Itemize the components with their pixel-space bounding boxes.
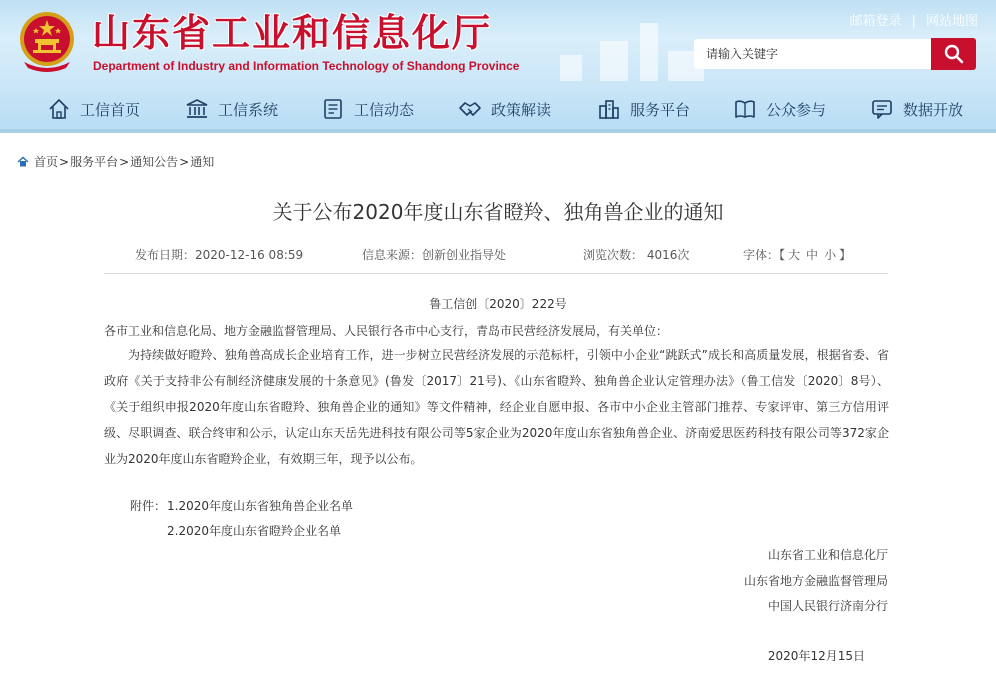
skyline-decoration (560, 55, 582, 81)
nav-item-label: 公众参与 (766, 100, 827, 119)
breadcrumb-service[interactable]: 服务平台 (70, 155, 119, 169)
signatory: 山东省工业和信息化厅 (767, 548, 888, 562)
nav-item-policy[interactable] (458, 94, 551, 124)
breadcrumb (17, 153, 214, 170)
skyline-decoration (640, 23, 658, 81)
search-icon (944, 44, 964, 64)
site-title-english: Department of Industry and Information Technology of Shandong Province (93, 59, 520, 73)
nav-item-public[interactable] (733, 94, 826, 124)
breadcrumb-separator: > (119, 154, 130, 169)
breadcrumb-home[interactable]: 首页 (34, 155, 59, 169)
breadcrumb-separator: > (59, 154, 70, 169)
message-icon (870, 97, 894, 121)
national-emblem-icon (14, 8, 80, 74)
book-icon (733, 97, 757, 121)
addressee: 各市工业和信息化局、地方金融监督管理局、人民银行各市中心支行，青岛市民营经济发展局，有关单位： (104, 324, 669, 338)
home-icon (47, 97, 71, 121)
font-bracket-close: 】 (839, 248, 852, 262)
nav-item-label: 政策解读 (491, 100, 552, 119)
skyline-decoration (600, 41, 628, 81)
main-nav (0, 90, 996, 128)
document-number: 鲁工信创〔2020〕222号 (429, 297, 567, 311)
building-icon (597, 97, 621, 121)
top-links (850, 10, 978, 29)
nav-item-data[interactable] (870, 94, 963, 124)
publish-date: 发布日期：2020-12-16 08:59 (135, 248, 304, 262)
font-bracket-open: 【 (779, 248, 786, 262)
info-source: 信息来源：创新创业指导处 (362, 248, 507, 262)
article-paragraph: 为持续做好瞪羚、独角兽高成长企业培育工作，进一步树立民营经济发展的示范标杆，引领中小企业“跳跃式”成长和高质量发展，根据省委、省政府《关于支持非公有制经济健康发展的十条意见》(鲁发〔2017〕21号)、《山东省瞪羚、独角兽企业认定管理办法》（鲁工信发〔2020〕8号）、《关于组织申报2020年度山东省瞪羚、独角兽企业的通知》等文件精神，经企业自愿申报、各市中小企业主管部门推荐、专家评审、第三方信用评级、尽职调查、联合终审和公示，认定山东天岳先进科技有限公司等5家企业为2020年度山东省独角兽企业、济南爱思医药科技有限公司等372家企业为2020年度山东省瞪羚企业，有效期三年，现予以公布。 (104, 348, 889, 466)
nav-item-news[interactable] (321, 94, 414, 124)
font-size-large[interactable]: 大 (788, 248, 801, 262)
sign-date: 2020年12月15日 (767, 649, 865, 663)
nav-item-label: 服务平台 (630, 100, 691, 119)
nav-item-label: 数据开放 (903, 100, 964, 119)
site-map-link[interactable]: 网站地图 (925, 14, 978, 29)
nav-item-label: 工信首页 (80, 100, 141, 119)
handshake-icon (458, 97, 482, 121)
attachments-label: 附件： (130, 499, 167, 513)
meta-divider (104, 273, 888, 274)
top-link-separator: | (911, 14, 916, 29)
breadcrumb-separator: > (179, 154, 190, 169)
font-size-small[interactable]: 小 (824, 248, 837, 262)
news-icon (321, 97, 345, 121)
site-header (0, 0, 996, 133)
breadcrumb-notices[interactable]: 通知公告 (130, 155, 179, 169)
font-size-medium[interactable]: 中 (806, 248, 819, 262)
font-size-label: 字体： (743, 248, 780, 262)
search-input[interactable] (694, 39, 932, 69)
attachment-link[interactable]: 2.2020年度山东省瞪羚企业名单 (167, 524, 341, 538)
nav-item-label: 工信系统 (218, 100, 279, 119)
breadcrumb-current[interactable]: 通知 (190, 155, 215, 169)
font-size-control (743, 246, 851, 263)
home-icon (17, 156, 29, 168)
signatory: 山东省地方金融监督管理局 (743, 574, 888, 588)
header-divider (0, 129, 996, 133)
nav-item-home[interactable] (47, 94, 140, 124)
attachment-link[interactable]: 1.2020年度山东省独角兽企业名单 (167, 499, 353, 513)
institution-icon (185, 97, 209, 121)
site-title: 山东省工业和信息化厅 (92, 10, 493, 55)
article-title: 关于公布2020年度山东省瞪羚、独角兽企业的通知 (272, 200, 724, 224)
email-login-link[interactable]: 邮箱登录 (849, 14, 902, 29)
view-count: 浏览次数： 4016次 (583, 248, 690, 262)
nav-item-label: 工信动态 (354, 100, 415, 119)
signatory: 中国人民银行济南分行 (767, 599, 888, 613)
nav-item-service[interactable] (597, 94, 690, 124)
search-button[interactable] (931, 38, 976, 70)
nav-item-system[interactable] (185, 94, 278, 124)
